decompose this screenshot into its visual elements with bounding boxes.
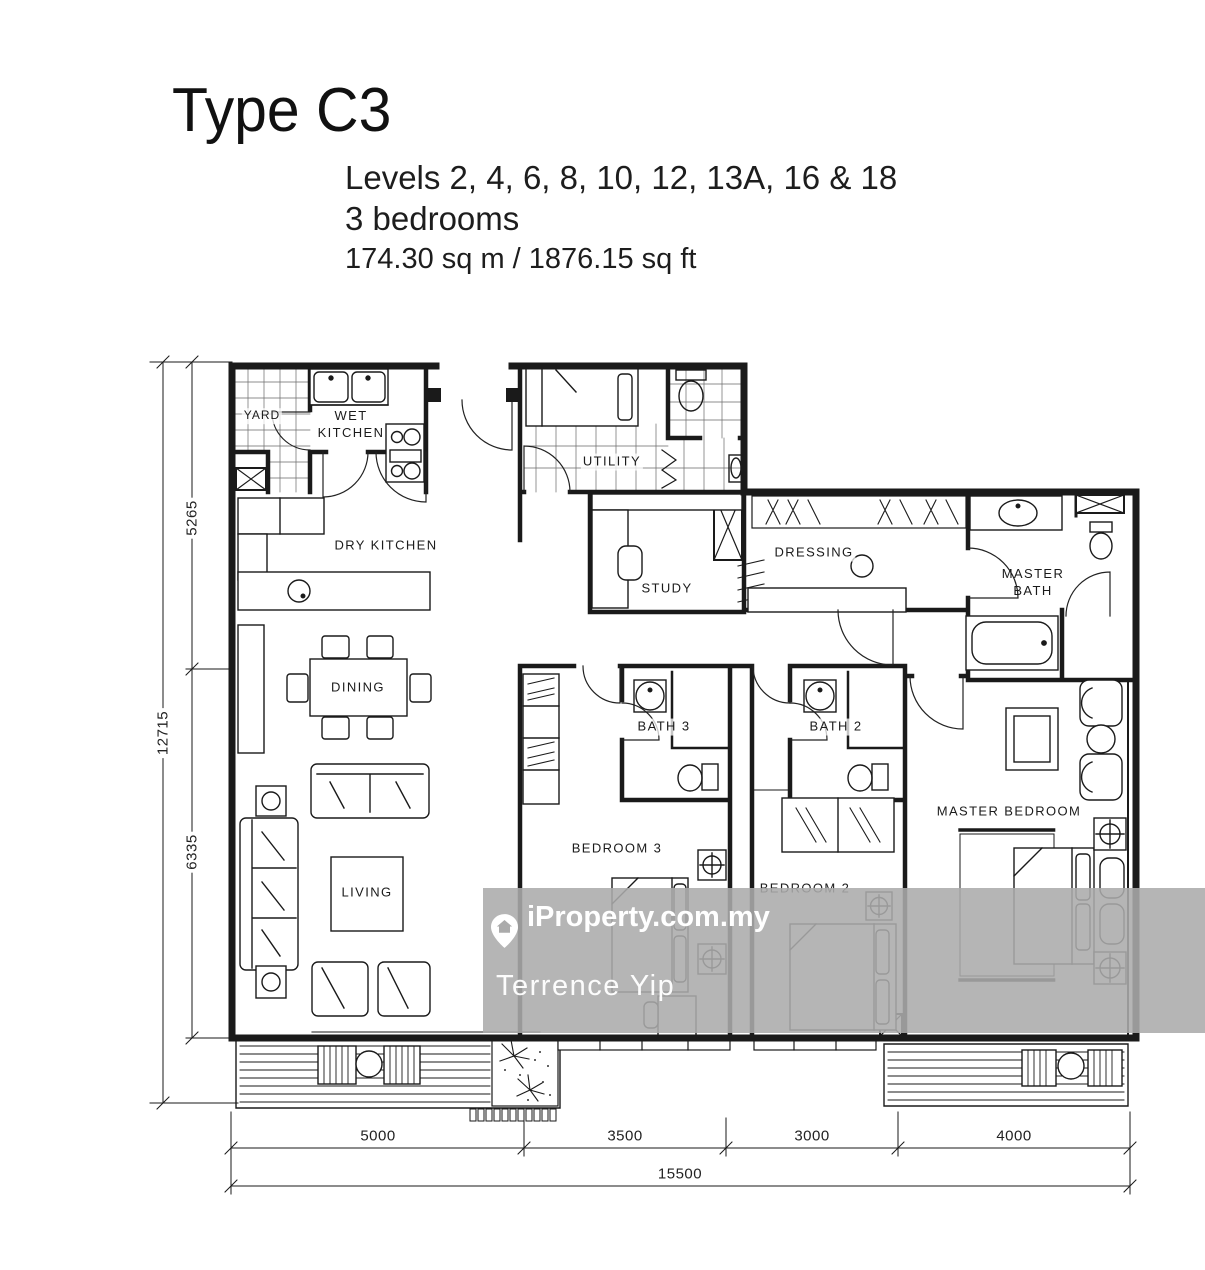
- chair-icon: [618, 546, 642, 580]
- dim-left-bottom: 6335: [184, 831, 201, 872]
- room-label-master-bedroom: MASTER BEDROOM: [936, 803, 1082, 819]
- dim-bottom-3: 3000: [791, 1128, 832, 1145]
- watermark-band: [483, 888, 1205, 1033]
- entrance-jambs: [428, 388, 519, 402]
- room-label-study: STUDY: [641, 580, 693, 596]
- room-label-dining: DINING: [331, 679, 385, 695]
- trellis-strip: [470, 1109, 556, 1121]
- dim-bottom-1: 5000: [357, 1128, 398, 1145]
- island-counter-icon: [238, 572, 430, 610]
- armchair-icon: [312, 962, 368, 1016]
- room-label-wet-kitchen: WET KITCHEN: [317, 408, 385, 440]
- room-label-utility: UTILITY: [582, 453, 642, 469]
- toilet-icon: [872, 764, 888, 790]
- side-table-icon: [1087, 725, 1115, 753]
- plan-title: Type C3: [172, 76, 392, 145]
- plan-area: 174.30 sq m / 1876.15 sq ft: [345, 243, 697, 276]
- planter-icon: [492, 1040, 558, 1106]
- laundry-rack-icon: [662, 450, 676, 488]
- watermark-agent: Terrence Yip: [496, 970, 676, 1002]
- map-pin-house-icon: [491, 914, 518, 948]
- balcony-right: [884, 1044, 1128, 1106]
- room-label-dry-kitchen: DRY KITCHEN: [334, 537, 438, 553]
- plan-levels: Levels 2, 4, 6, 8, 10, 12, 13A, 16 & 18: [345, 159, 898, 197]
- balcony-left: [236, 1032, 560, 1121]
- room-label-bedroom3: BEDROOM 3: [571, 840, 663, 856]
- dim-bottom-2: 3500: [604, 1128, 645, 1145]
- armchair-icon: [378, 962, 430, 1016]
- room-label-living: LIVING: [341, 884, 393, 900]
- dim-left-total: 12715: [155, 708, 172, 758]
- toilet-icon: [702, 764, 718, 790]
- single-bed-icon: [526, 368, 638, 426]
- vanity-counter-icon: [748, 588, 906, 612]
- dim-left-top: 5265: [184, 497, 201, 538]
- wardrobe-rail-icon: [752, 496, 966, 528]
- toilet-icon: [676, 370, 706, 380]
- room-label-yard: YARD: [243, 408, 281, 423]
- plan-bedrooms: 3 bedrooms: [345, 200, 520, 238]
- armchair-icon: [1080, 754, 1122, 800]
- watermark-brand: iProperty.com.my: [527, 901, 770, 933]
- dim-bottom-4: 4000: [993, 1128, 1034, 1145]
- sun-lounger-icon: [1022, 1050, 1122, 1086]
- room-label-bath2: BATH 2: [809, 718, 863, 734]
- living-furniture: [240, 764, 430, 1016]
- armchair-icon: [1080, 680, 1122, 726]
- toilet-icon: [1090, 522, 1112, 532]
- bath2-fixtures: [804, 680, 888, 791]
- dim-bottom-total: 15500: [655, 1166, 705, 1183]
- room-label-master-bath: MASTER BATH: [1001, 566, 1065, 598]
- bath3-fixtures: [634, 680, 718, 791]
- room-label-dressing: DRESSING: [774, 544, 854, 560]
- room-label-bath3: BATH 3: [637, 718, 691, 734]
